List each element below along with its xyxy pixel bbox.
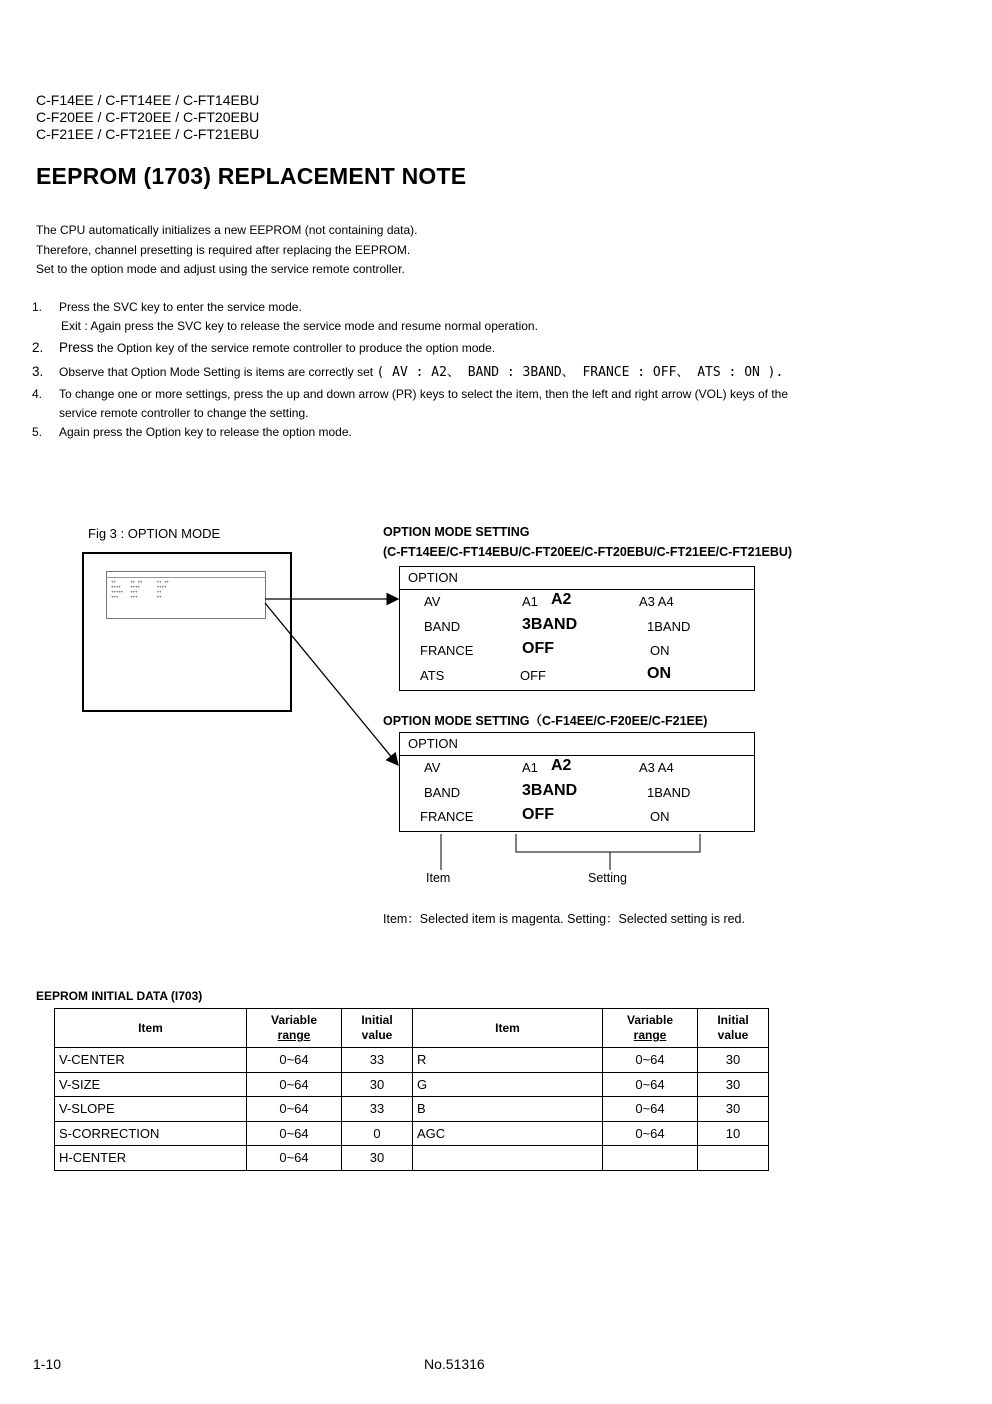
cell-empty xyxy=(413,1146,603,1171)
cell-item: B xyxy=(413,1097,603,1122)
table-row xyxy=(55,1146,769,1171)
table-row xyxy=(55,1048,769,1073)
option-item: ATS xyxy=(420,667,445,683)
option-value: OFF xyxy=(520,667,546,683)
cell-value: 30 xyxy=(698,1072,769,1097)
option-value: A1 xyxy=(522,760,538,775)
option-value: ON xyxy=(650,643,670,658)
cell-item: H-CENTER xyxy=(55,1146,247,1171)
cell-range: 0~64 xyxy=(603,1097,698,1122)
cell-value: 30 xyxy=(698,1097,769,1122)
step-text-cont: service remote controller to change the setting. xyxy=(59,406,309,420)
cell-range: 0~64 xyxy=(247,1121,342,1146)
arrow-to-table2 xyxy=(265,603,398,765)
intro-line: Set to the option mode and adjust using the service remote controller. xyxy=(36,262,405,276)
table-header-row xyxy=(55,1009,769,1048)
option-header: OPTION xyxy=(400,733,754,756)
step-text: the Option key of the service remote controller to produce the option mode. xyxy=(93,341,496,355)
option-value: A3 A4 xyxy=(639,594,674,609)
option-item: AV xyxy=(424,760,441,775)
option-selected: A2 xyxy=(551,757,572,774)
option-table1-title: OPTION MODE SETTING xyxy=(383,525,530,539)
cell-item: V-SLOPE xyxy=(55,1097,247,1122)
model-line: C-F20EE / C-FT20EE / C-FT20EBU xyxy=(36,109,260,125)
option-item: FRANCE xyxy=(420,643,474,658)
step-text: To change one or more settings, press the up and down arrow (PR) keys to select the item, then the left and right arrow (VOL) keys of the xyxy=(59,387,789,401)
col-header-range: Variable range xyxy=(603,1009,698,1048)
step-number: 2. xyxy=(32,340,44,355)
cell-range: 0~64 xyxy=(247,1097,342,1122)
option-selected: A2 xyxy=(551,591,572,608)
setting-label: Setting xyxy=(588,871,627,885)
option-table1-subtitle: (C-FT14EE/C-FT14EBU/C-FT20EE/C-FT20EBU/C-FT21EE/C-FT21EBU) xyxy=(383,545,793,559)
cell-value: 0 xyxy=(342,1121,413,1146)
step-number: 5. xyxy=(32,425,43,439)
option-item: BAND xyxy=(424,784,461,800)
col-header-initial: Initial value xyxy=(342,1009,413,1048)
option-table-1 xyxy=(399,566,755,691)
cell-value: 30 xyxy=(698,1048,769,1073)
step-text: Press the SVC key to enter the service mode. xyxy=(59,300,302,314)
option-table2-title: OPTION MODE SETTING（C-F14EE/C-F20EE/C-F21EE) xyxy=(383,714,708,728)
cell-empty xyxy=(698,1146,769,1171)
step-subtext: Exit : Again press the SVC key to release the service mode and resume normal operation. xyxy=(61,319,538,333)
cell-range: 0~64 xyxy=(603,1072,698,1097)
option-selected: ON xyxy=(647,664,671,682)
cell-item: S-CORRECTION xyxy=(55,1121,247,1146)
option-selected: 3BAND xyxy=(522,781,578,799)
step-text: Again press the Option key to release the option mode. xyxy=(59,425,352,439)
cell-value: 33 xyxy=(342,1048,413,1073)
model-line: C-F14EE / C-FT14EE / C-FT14EBU xyxy=(36,92,260,108)
step-number: 4. xyxy=(32,387,43,401)
option-header: OPTION xyxy=(400,567,754,590)
option-value: A1 xyxy=(522,594,538,609)
document-number: No.51316 xyxy=(424,1356,485,1372)
option-item: AV xyxy=(424,594,441,609)
step-lead: Press xyxy=(59,340,94,355)
item-label: Item xyxy=(426,871,451,885)
cell-range: 0~64 xyxy=(247,1048,342,1073)
cell-range: 0~64 xyxy=(247,1146,342,1171)
option-value: ON xyxy=(650,809,670,824)
table-row xyxy=(55,1072,769,1097)
option-row-av xyxy=(400,756,754,781)
model-line: C-F21EE / C-FT21EE / C-FT21EBU xyxy=(36,126,260,142)
step-number: 3. xyxy=(32,364,44,379)
data-table-title: EEPROM INITIAL DATA (I703) xyxy=(36,989,203,1003)
cell-value: 30 xyxy=(342,1146,413,1171)
cell-value: 33 xyxy=(342,1097,413,1122)
col-header-initial: Initial value xyxy=(698,1009,769,1048)
page-number: 1-10 xyxy=(33,1356,62,1372)
eeprom-data-table xyxy=(54,1008,769,1171)
cell-item: V-SIZE xyxy=(55,1072,247,1097)
option-row-band xyxy=(400,615,754,640)
col-header-range: Variable range xyxy=(247,1009,342,1048)
cell-value: 30 xyxy=(342,1072,413,1097)
option-selected: 3BAND xyxy=(522,615,578,633)
page-title: EEPROM (1703) REPLACEMENT NOTE xyxy=(36,163,467,189)
option-item: BAND xyxy=(424,618,461,634)
intro-line: Therefore, channel presetting is required after replacing the EEPROM. xyxy=(36,242,411,257)
intro-line: The CPU automatically initializes a new EEPROM (not containing data). xyxy=(36,223,418,237)
cell-item: V-CENTER xyxy=(55,1048,247,1073)
osd-dots: ++ ++ ++ ++ ++ ++++ ++++ ++++ +++++ +++ ++ +++ +++ ++ xyxy=(111,579,169,599)
step-text: Observe that Option Mode Setting is items are correctly set xyxy=(59,365,377,379)
option-row-france xyxy=(400,805,754,830)
step-settings: ( AV : A2、 BAND : 3BAND、 FRANCE : OFF、 ATS : ON ). xyxy=(376,365,784,380)
option-selected: OFF xyxy=(522,640,554,657)
cell-range: 0~64 xyxy=(247,1072,342,1097)
color-note: Item：Selected item is magenta. Setting：Selected setting is red. xyxy=(383,912,745,926)
option-value: 1BAND xyxy=(647,784,691,800)
cell-empty xyxy=(603,1146,698,1171)
cell-range: 0~64 xyxy=(603,1121,698,1146)
option-row-ats xyxy=(400,664,754,689)
figure-label: Fig 3 : OPTION MODE xyxy=(88,526,221,541)
cell-item: G xyxy=(413,1072,603,1097)
option-value: 1BAND xyxy=(647,618,691,634)
setting-bracket xyxy=(516,834,700,852)
option-row-band xyxy=(400,781,754,806)
option-value: A3 A4 xyxy=(639,760,674,775)
col-header-item: Item xyxy=(55,1009,247,1048)
col-header-item: Item xyxy=(413,1009,603,1048)
option-row-france xyxy=(400,639,754,664)
cell-range: 0~64 xyxy=(603,1048,698,1073)
option-table-2 xyxy=(399,732,755,832)
table-row xyxy=(55,1121,769,1146)
step-number: 1. xyxy=(32,300,43,314)
option-selected: OFF xyxy=(522,806,554,823)
option-row-av xyxy=(400,590,754,615)
cell-item: R xyxy=(413,1048,603,1073)
cell-value: 10 xyxy=(698,1121,769,1146)
cell-item: AGC xyxy=(413,1121,603,1146)
table-row xyxy=(55,1097,769,1122)
option-item: FRANCE xyxy=(420,809,474,824)
